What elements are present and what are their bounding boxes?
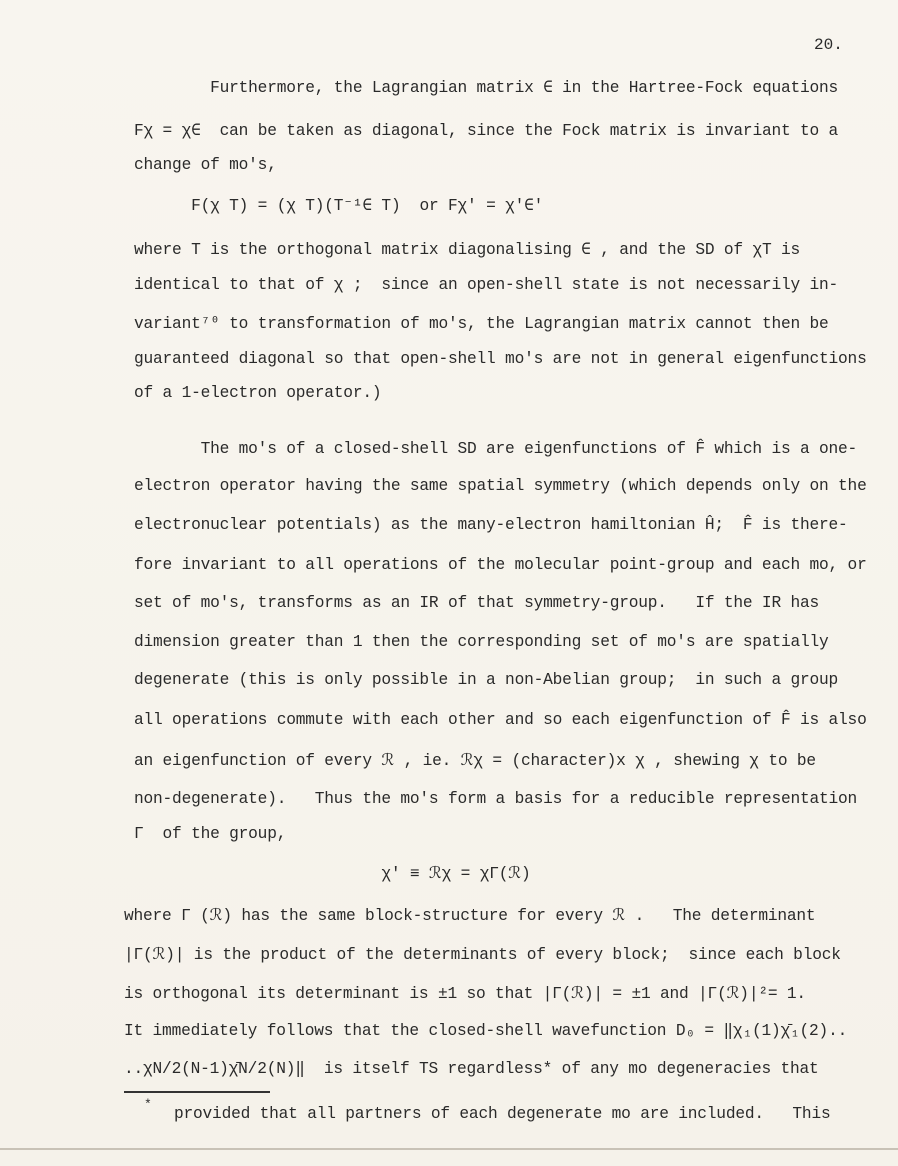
text-line: guaranteed diagonal so that open-shell mo's are not in general eigenfunctions <box>134 350 867 368</box>
text-line: electronuclear potentials) as the many-electron hamiltonian Ĥ; F̂ is there- <box>134 516 848 534</box>
page-number: 20. <box>814 36 843 54</box>
text-line: variant⁷⁰ to transformation of mo's, the Lagrangian matrix cannot then be <box>134 315 829 333</box>
footnote-divider <box>124 1091 270 1093</box>
text-line: Fχ = χ∈ can be taken as diagonal, since the Fock matrix is invariant to a <box>134 122 839 140</box>
text-line: ..χN/2(N-1)χ̄N/2(N)‖ is itself TS regardless* of any mo degeneracies that <box>124 1060 819 1078</box>
text-line: an eigenfunction of every ℛ , ie. ℛχ = (character)x χ , shewing χ to be <box>134 752 816 770</box>
text-line: electron operator having the same spatial symmetry (which depends only on the <box>134 477 867 495</box>
text-line: It immediately follows that the closed-shell wavefunction D₀ = ‖χ₁(1)χ̄₁(2).. <box>124 1022 848 1040</box>
text-line: The mo's of a closed-shell SD are eigenfunctions of F̂ which is a one- <box>134 440 858 458</box>
footnote-text: provided that all partners of each degenerate mo are included. This <box>174 1105 831 1123</box>
text-line: change of mo's, <box>134 156 277 174</box>
text-line: is orthogonal its determinant is ±1 so that |Γ(ℛ)| = ±1 and |Γ(ℛ)|²= 1. <box>124 985 806 1003</box>
text-line: F(χ T) = (χ T)(T⁻¹∈ T) or Fχ′ = χ′∈′ <box>134 197 544 215</box>
text-line: degenerate (this is only possible in a non-Abelian group; in such a group <box>134 671 839 689</box>
text-line: |Γ(ℛ)| is the product of the determinants of every block; since each block <box>124 946 841 964</box>
text-line: Γ of the group, <box>134 825 287 843</box>
text-line: identical to that of χ ; since an open-shell state is not necessarily in- <box>134 276 839 294</box>
text-line: Furthermore, the Lagrangian matrix ∈ in the Hartree-Fock equations <box>134 79 839 97</box>
text-line: χ′ ≡ ℛχ = χΓ(ℛ) <box>134 865 531 883</box>
text-line: of a 1-electron operator.) <box>134 384 382 402</box>
text-line: where Γ (ℛ) has the same block-structure for every ℛ . The determinant <box>124 907 816 925</box>
text-line: non-degenerate). Thus the mo's form a basis for a reducible representation <box>134 790 858 808</box>
text-line: dimension greater than 1 then the corresponding set of mo's are spatially <box>134 633 829 651</box>
text-line: set of mo's, transforms as an IR of that symmetry-group. If the IR has <box>134 594 820 612</box>
text-line: all operations commute with each other and so each eigenfunction of F̂ is also <box>134 711 867 729</box>
text-line: where T is the orthogonal matrix diagonalising ∈ , and the SD of χT is <box>134 241 801 259</box>
footnote-marker: * <box>144 1097 152 1112</box>
page-bottom-edge <box>0 1148 898 1150</box>
text-line: fore invariant to all operations of the molecular point-group and each mo, or <box>134 556 867 574</box>
